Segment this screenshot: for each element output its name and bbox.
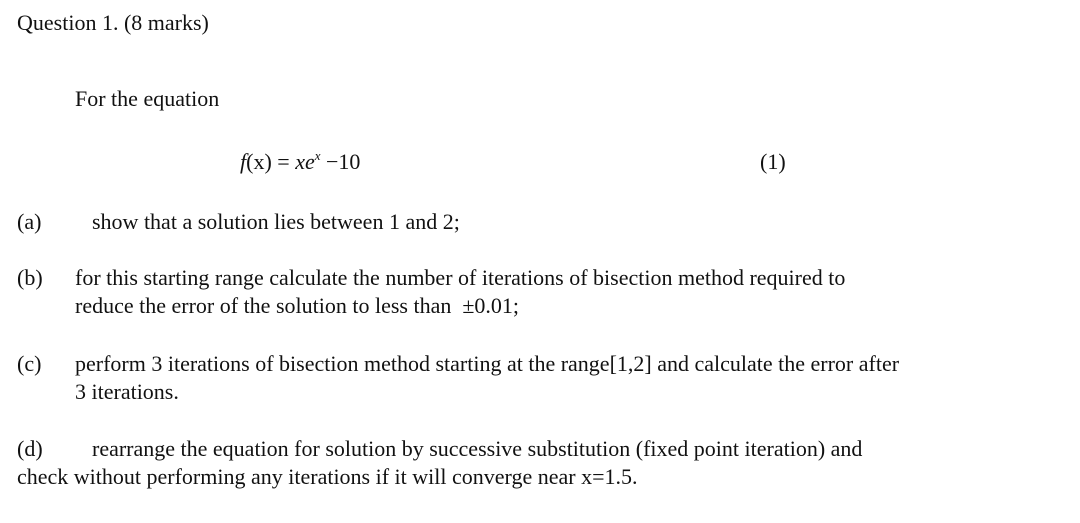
part-d-label: (d) — [17, 436, 43, 461]
equation-argument: (x) — [246, 149, 272, 174]
part-b-label: (b) — [17, 265, 43, 290]
equation — [240, 148, 360, 179]
equation-rest: −10 — [320, 149, 361, 174]
equation-e: e — [304, 149, 315, 174]
part-b-line-1: for this starting range calculate the number of iterations of bisection method required to — [75, 265, 846, 290]
equation-x: x — [295, 149, 305, 174]
question-heading: Question 1. (8 marks) — [17, 10, 209, 35]
part-b-line-2: reduce the error of the solution to less than ±0.01; — [75, 293, 520, 318]
part-d-line-1: rearrange the equation for solution by successive substitution (fixed point iteration) and — [92, 436, 863, 461]
equation-equals: = — [271, 149, 296, 174]
equation-function: f — [240, 149, 247, 174]
part-a-text: show that a solution lies between 1 and 2; — [92, 209, 460, 234]
part-a-label: (a) — [17, 209, 42, 234]
part-d-line-2: check without performing any iterations if it will converge near x=1.5. — [17, 464, 638, 489]
part-c-line-1: perform 3 iterations of bisection method starting at the range[1,2] and calculate the error after — [75, 351, 900, 376]
equation-number: (1) — [760, 149, 786, 174]
equation-exponent: x — [314, 148, 321, 163]
equation-intro: For the equation — [75, 86, 220, 111]
part-c-line-2: 3 iterations. — [75, 379, 179, 404]
part-c-label: (c) — [17, 351, 42, 376]
